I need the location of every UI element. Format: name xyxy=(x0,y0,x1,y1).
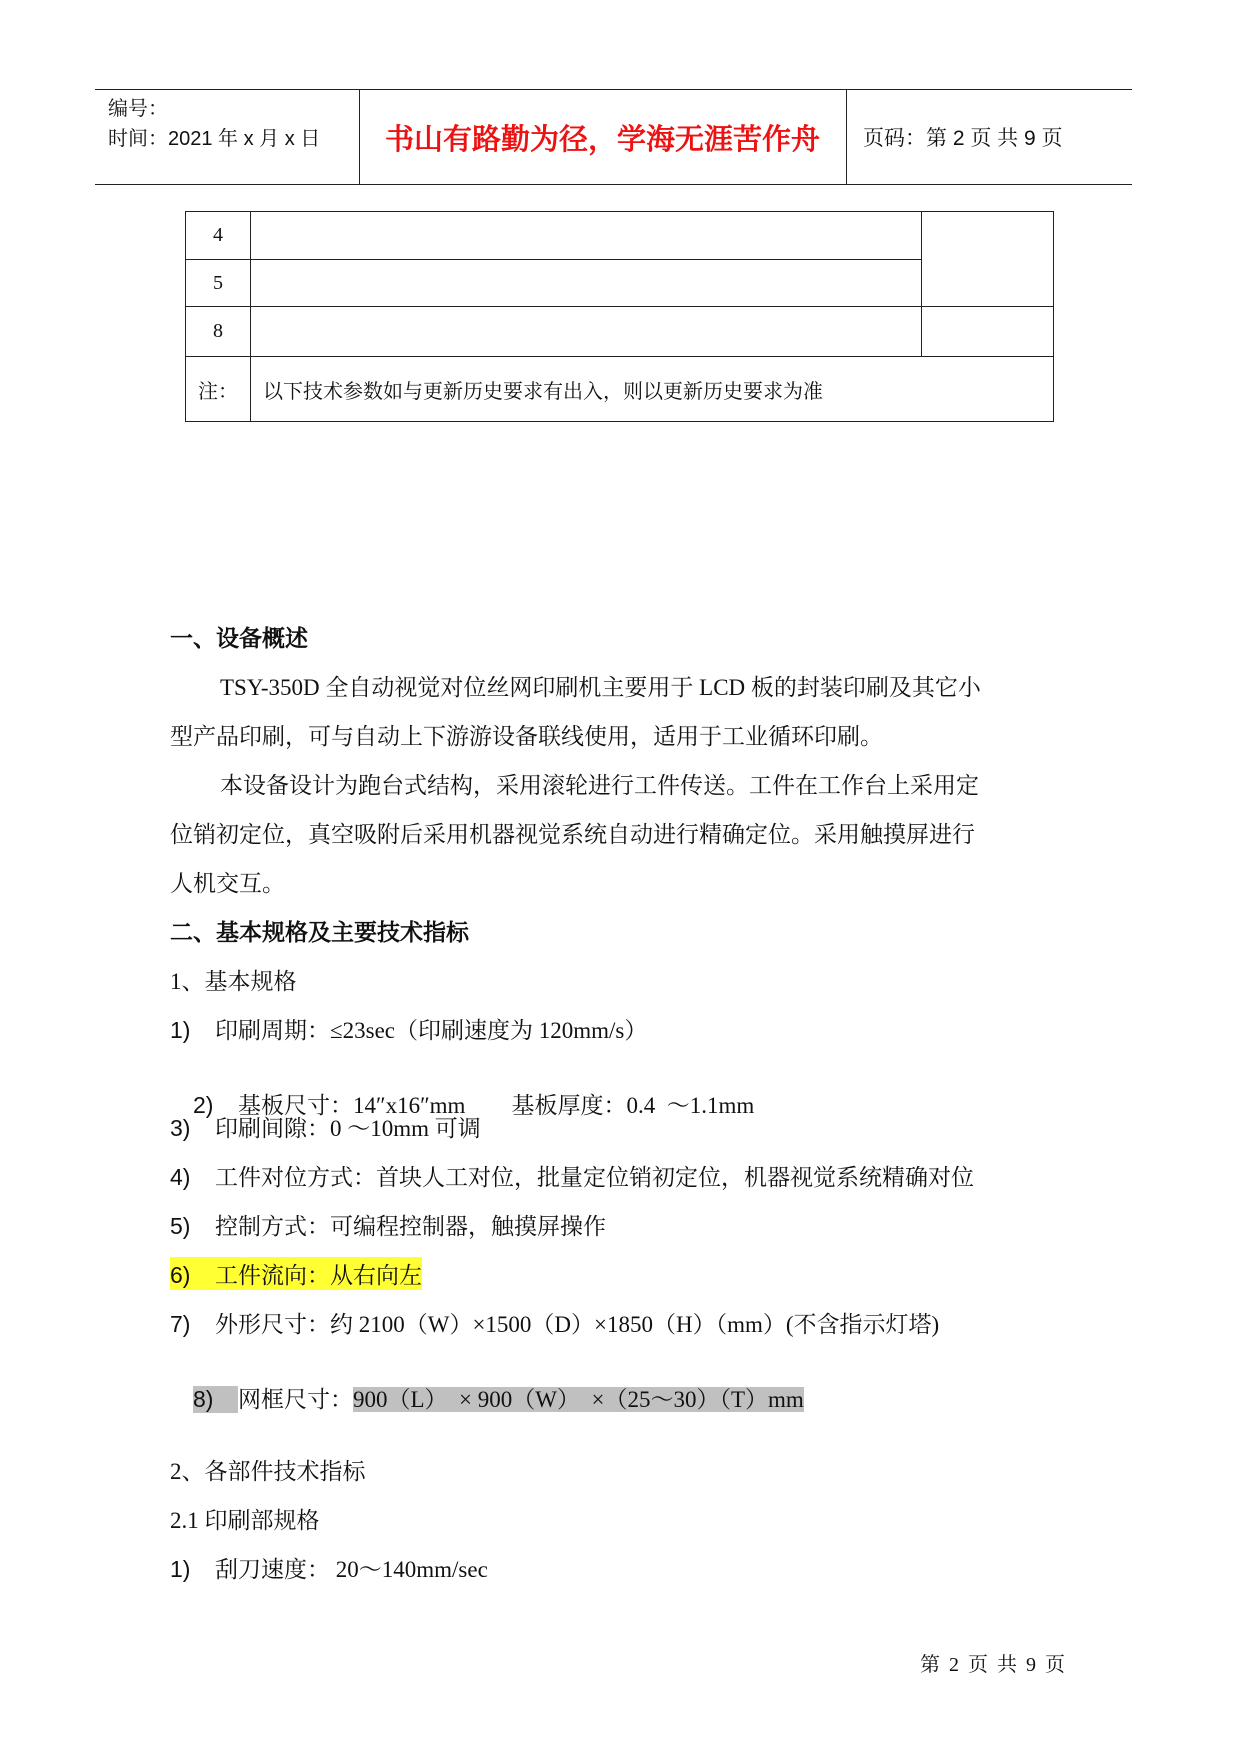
header-meta xyxy=(108,94,320,154)
spec-item xyxy=(170,1159,974,1192)
spec-item xyxy=(170,1551,488,1584)
spec-number: 8) xyxy=(193,1386,238,1413)
revision-table xyxy=(185,211,1054,422)
table-cell-number: 5 xyxy=(186,260,251,307)
spec-label: 网框尺寸： xyxy=(238,1387,353,1412)
table-row xyxy=(186,307,1054,357)
spec-text: 控制方式：可编程控制器，触摸屏操作 xyxy=(215,1214,606,1239)
table-row xyxy=(186,212,1054,260)
note-text: 以下技术参数如与更新历史要求有出入，则以更新历史要求为准 xyxy=(251,357,1054,422)
spec-item xyxy=(170,1306,939,1339)
page-header xyxy=(95,89,1132,185)
page-footer: 第 2 页 共 9 页 xyxy=(920,1654,1067,1676)
spec-number: 1) xyxy=(170,1017,191,1043)
spec-number: 5) xyxy=(170,1213,191,1239)
spec-item-gray xyxy=(170,1355,804,1440)
paragraph-line: 本设备设计为跑台式结构，采用滚轮进行工件传送。工件在工作台上采用定 xyxy=(220,773,979,798)
section-heading: 二、基本规格及主要技术指标 xyxy=(170,920,469,946)
table-cell-content xyxy=(251,260,922,307)
spec-item xyxy=(170,1208,606,1241)
document-date: 时间：2021 年 x 月 x 日 xyxy=(108,128,321,150)
spec-text: 工件流向：从右向左 xyxy=(215,1263,422,1288)
header-motto: 书山有路勤为径，学海无涯苦作舟 xyxy=(384,121,820,156)
spec-number: 3) xyxy=(170,1115,191,1141)
spec-item xyxy=(170,1012,647,1045)
spec-text: 印刷间隙：0 ～10mm 可调 xyxy=(215,1116,481,1141)
spec-number: 7) xyxy=(170,1311,191,1337)
header-page-info: 页码：第 2 页 共 9 页 xyxy=(863,127,1063,150)
paragraph-line: 型产品印刷，可与自动上下游游设备联线使用，适用于工业循环印刷。 xyxy=(170,724,883,749)
table-cell-extra xyxy=(922,212,1054,307)
spec-number: 2) xyxy=(193,1092,214,1118)
subsection-heading: 1、基本规格 xyxy=(170,969,297,994)
paragraph-line: 位销初定位，真空吸附后采用机器视觉系统自动进行精确定位。采用触摸屏进行 xyxy=(170,822,975,847)
spec-text: 基板尺寸：14″x16″mm 基板厚度：0.4 ～1.1mm xyxy=(238,1093,755,1118)
spec-number: 1) xyxy=(170,1556,191,1582)
spec-number: 4) xyxy=(170,1164,191,1190)
table-cell-content xyxy=(251,212,922,260)
spec-value-highlighted: 900（L） × 900（W） ×（25～30）（T）mm xyxy=(353,1387,804,1412)
document-number-label: 编号： xyxy=(108,98,168,120)
spec-text: 外形尺寸：约 2100（W）×1500（D）×1850（H）（mm）(不含指示灯塔) xyxy=(215,1312,940,1337)
subsection-heading: 2、各部件技术指标 xyxy=(170,1459,366,1484)
subsection-heading: 2.1 印刷部规格 xyxy=(170,1508,320,1533)
paragraph-line: 人机交互。 xyxy=(170,871,285,896)
spec-item-highlighted xyxy=(170,1257,422,1290)
section-heading: 一、设备概述 xyxy=(170,626,308,652)
table-cell-number: 4 xyxy=(186,212,251,260)
table-cell-extra xyxy=(922,307,1054,357)
header-divider xyxy=(846,90,847,184)
table-cell-number: 8 xyxy=(186,307,251,357)
note-label: 注： xyxy=(186,357,251,422)
paragraph-line: TSY-350D 全自动视觉对位丝网印刷机主要用于 LCD 板的封装印刷及其它小 xyxy=(220,675,981,700)
spec-item xyxy=(170,1110,481,1143)
spec-text: 刮刀速度： 20～140mm/sec xyxy=(215,1557,488,1582)
table-row-note xyxy=(186,357,1054,422)
table-cell-content xyxy=(251,307,922,357)
spec-number: 6) xyxy=(170,1262,191,1288)
spec-text: 印刷周期：≤23sec（印刷速度为 120mm/s） xyxy=(215,1018,648,1043)
spec-text: 工件对位方式：首块人工对位，批量定位销初定位，机器视觉系统精确对位 xyxy=(215,1165,974,1190)
